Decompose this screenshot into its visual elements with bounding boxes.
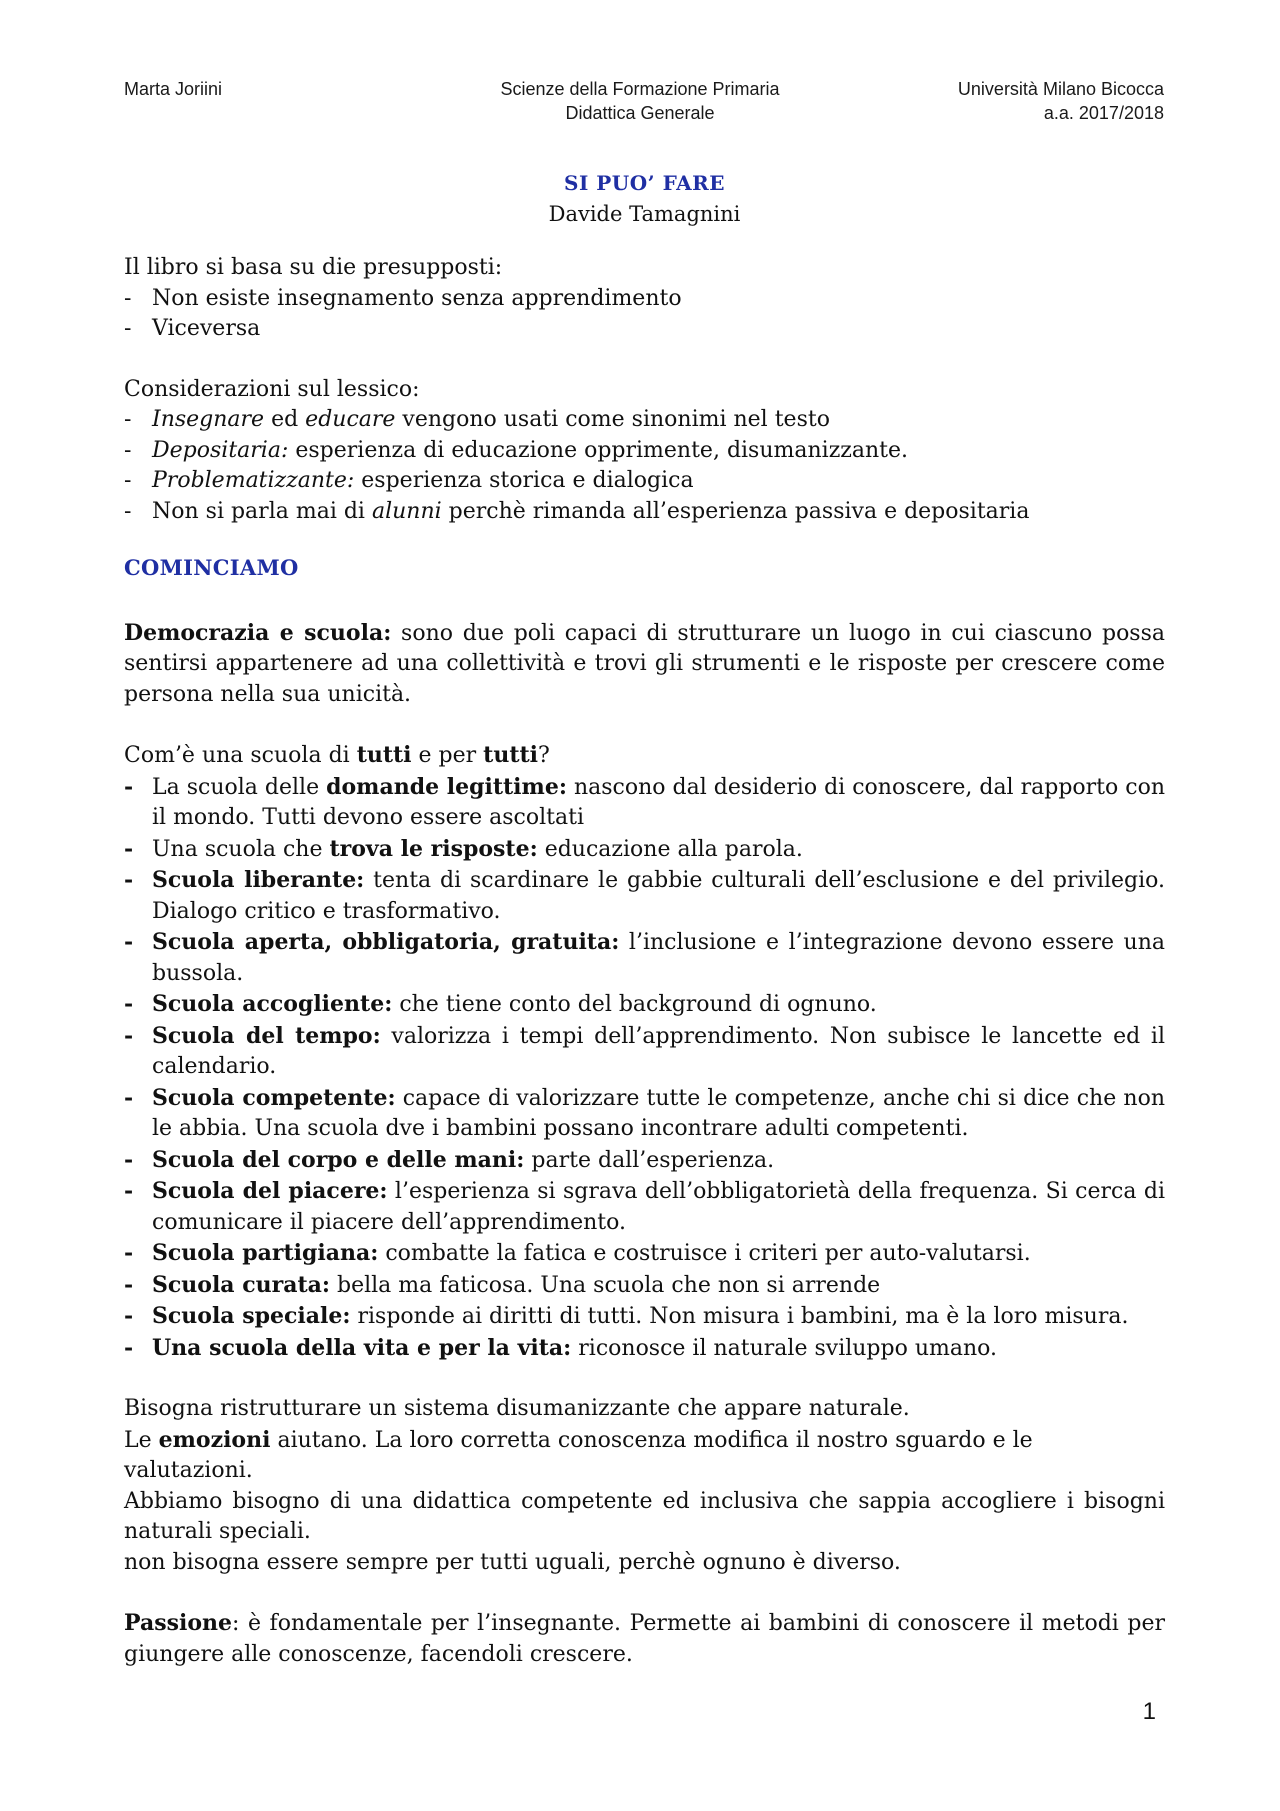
list-item: - Scuola aperta, obbligatoria, gratuita: l’inclusione e l’integrazione devono essere una bussola. — [124, 927, 1165, 989]
democrazia-paragraph: Democrazia e scuola: sono due poli capaci di strutturare un luogo in cui ciascuno possa sentirsi appartenere ad una collettività e trovi gli strumenti e le risposte per crescere come persona nella sua unicità. — [124, 619, 1166, 707]
closing-line3: Abbiamo bisogno di una didattica competente ed inclusiva che sappia accogliere i bisogni naturali speciali. — [124, 1488, 1165, 1544]
term: educare — [305, 407, 396, 432]
list-item: - Depositaria: esperienza di educazione opprimente, disumanizzante. — [124, 436, 1165, 467]
closing-line2: Le emozioni aiutano. La loro corretta conoscenza modifica il nostro sguardo e le valutazioni. — [124, 1426, 1033, 1483]
header-university-line1: Università Milano Bicocca — [957, 79, 1164, 99]
list-item: - Scuola competente: capace di valorizzare tutte le competenze, anche chi si dice che non le abbia. Una scuola dve i bambini possano incontrare adulti competenti. — [124, 1083, 1165, 1145]
term: Democrazia e scuola: — [124, 619, 392, 646]
list-item: - Scuola partigiana: combatte la fatica e costruisce i criteri per auto-valutarsi. — [124, 1238, 1165, 1270]
list-item: - Problematizzante: esperienza storica e dialogica — [124, 466, 1165, 497]
page-number: 1 — [1142, 1698, 1156, 1725]
list-item: - Scuola accogliente: che tiene conto del background di ognuno. — [124, 989, 1165, 1021]
list-item: - Scuola speciale: risponde ai diritti di tutti. Non misura i bambini, ma è la loro misura. — [124, 1301, 1165, 1333]
list-item: - Scuola curata: bella ma faticosa. Una scuola che non si arrende — [124, 1270, 1165, 1302]
schools-list — [124, 772, 1165, 1365]
list-item: - Una scuola che trova le risposte: educazione alla parola. — [124, 834, 1165, 866]
list-item: - Scuola del corpo e delle mani: parte dall’esperienza. — [124, 1145, 1165, 1177]
document-body — [124, 168, 1165, 1670]
term: alunni — [371, 498, 442, 524]
list-item: - Una scuola della vita e per la vita: riconosce il naturale sviluppo umano. — [124, 1333, 1165, 1365]
intro-heading: Il libro si basa su die presupposti: — [124, 255, 503, 280]
term: Passione — [124, 1610, 233, 1636]
list-item: - La scuola delle domande legittime: nascono dal desiderio di conoscere, dal rapporto con il mondo. Tutti devono essere ascoltati — [124, 772, 1165, 834]
term: Problematizzante: — [152, 468, 355, 493]
term: Depositaria: — [152, 437, 289, 463]
list-item: - Scuola del tempo: valorizza i tempi dell’apprendimento. Non subisce le lancette ed il calendario. — [124, 1021, 1165, 1083]
document-author: Davide Tamagnini — [548, 201, 741, 226]
header-course-line1: Scienze della Formazione Primaria — [500, 79, 780, 99]
list-item: - Viceversa — [124, 314, 1165, 345]
header-course-line2: Didattica Generale — [565, 103, 715, 123]
header-author — [124, 77, 222, 101]
passione-paragraph: Passione: è fondamentale per l’insegnante. Permette ai bambini di conoscere il metodi per giungere alle conoscenze, facendoli crescere. — [124, 1610, 1165, 1667]
intro-list — [124, 284, 1165, 345]
question-line: Com’è una scuola di tutti e per tutti? — [124, 742, 550, 768]
header-author-name: Marta Joriini — [124, 79, 223, 99]
lessico-heading: Considerazioni sul lessico: — [124, 376, 420, 402]
closing-line1: Bisogna ristrutturare un sistema disumanizzante che appare naturale. — [124, 1396, 910, 1421]
closing-line4: non bisogna essere sempre per tutti uguali, perchè ognuno è diverso. — [124, 1549, 901, 1575]
document-title: SI PUO’ FARE — [564, 171, 725, 195]
header-university-line2: a.a. 2017/2018 — [1043, 103, 1164, 123]
list-item: - Non esiste insegnamento senza apprendimento — [124, 284, 1165, 315]
lessico-list — [124, 405, 1165, 527]
term: Insegnare — [152, 407, 265, 432]
section-title: COMINCIAMO — [124, 555, 299, 580]
header-university — [958, 77, 1164, 125]
list-item: - Scuola liberante: tenta di scardinare le gabbie culturali dell’esclusione e del privilegio. Dialogo critico e trasformativo. — [124, 865, 1165, 927]
list-item: - Non si parla mai di alunni perchè rimanda all’esperienza passiva e depositaria — [124, 497, 1165, 528]
header-course — [440, 77, 840, 125]
list-item: - Scuola del piacere: l’esperienza si sgrava dell’obbligatorietà della frequenza. Si cerca di comunicare il piacere dell’apprendimento. — [124, 1176, 1165, 1238]
title-block — [124, 168, 1165, 229]
list-item: - Insegnare ed educare vengono usati come sinonimi nel testo — [124, 405, 1165, 436]
